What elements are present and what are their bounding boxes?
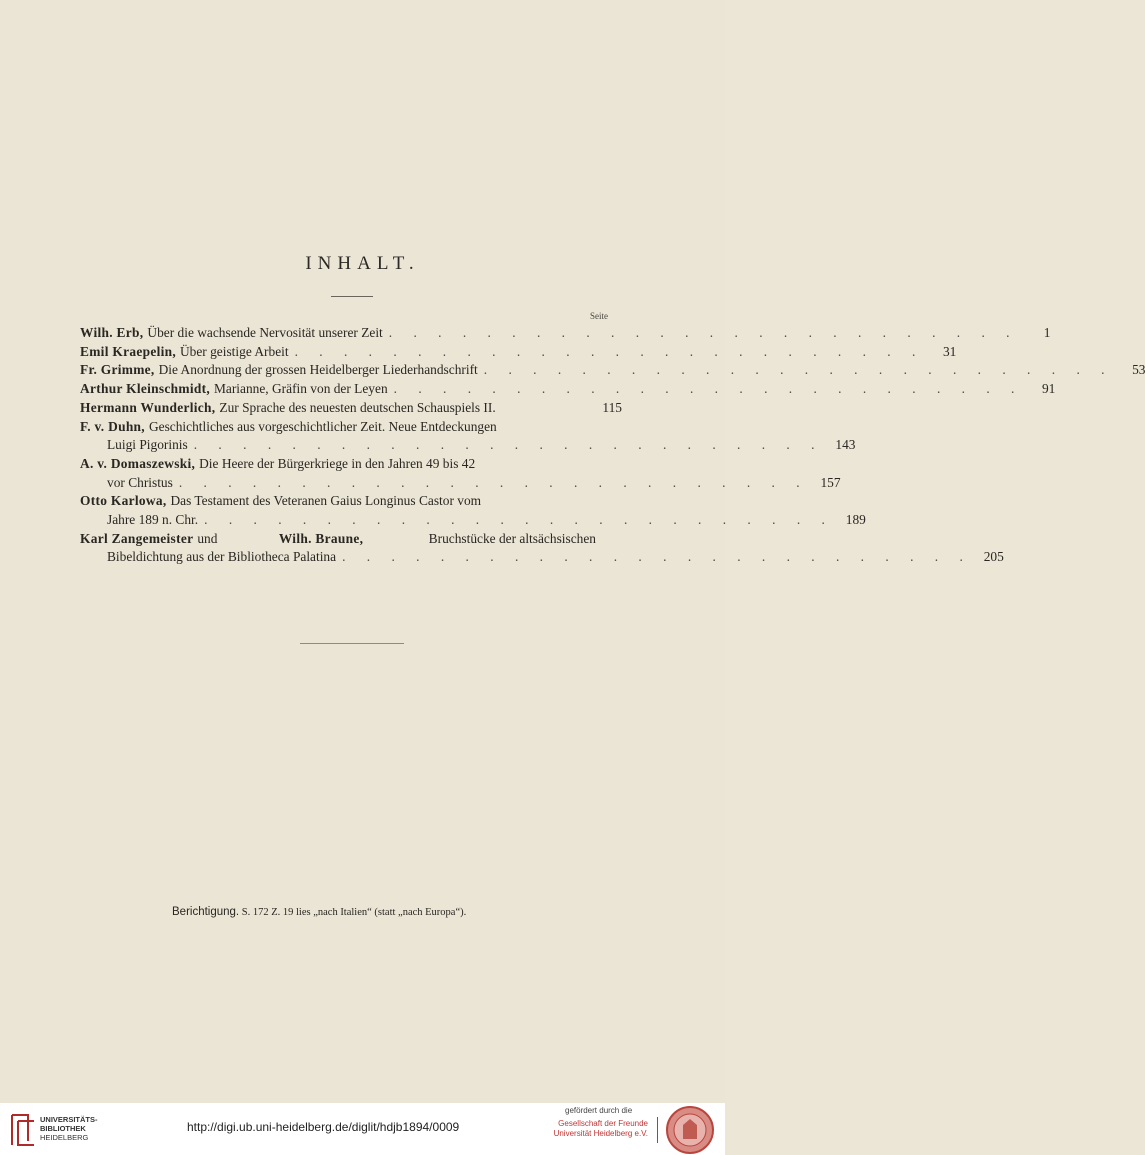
toc-title: Bibeldichtung aus der Bibliotheca Palatina <box>107 549 337 565</box>
toc-page-number: 115 <box>602 399 622 415</box>
toc-page-number: 157 <box>820 474 841 490</box>
toc-page-number: 205 <box>983 549 1004 565</box>
toc-joiner: und <box>197 530 218 546</box>
digitization-footer <box>0 1103 725 1155</box>
funded-by-label: gefördert durch die <box>565 1106 633 1115</box>
errata-note <box>172 906 466 918</box>
university-seal-icon <box>665 1105 715 1155</box>
toc-entry <box>80 399 622 418</box>
page-heading: INHALT. <box>305 253 420 274</box>
toc-entry <box>80 361 1145 380</box>
leader-dots: . . . . . . . . . . . . . . . . . . . . . . . . . . <box>204 512 834 528</box>
errata-label: Berichtigung. <box>172 906 240 918</box>
toc-title: Marianne, Gräfin von der Leyen <box>214 381 388 397</box>
toc-line <box>80 380 1056 399</box>
toc-line <box>80 474 841 493</box>
toc-entry <box>80 530 1004 567</box>
toc-line <box>80 361 1145 380</box>
toc-line <box>80 492 622 511</box>
toc-line <box>80 399 622 418</box>
toc-title <box>197 530 596 549</box>
toc-page-number: 91 <box>1041 381 1056 397</box>
toc-title: Die Anordnung der grossen Heidelberger Liederhandschrift <box>158 362 478 378</box>
permalink-url[interactable]: http://digi.ub.uni-heidelberg.de/diglit/hdjb1894/0009 <box>187 1120 460 1134</box>
page-column-label: Seite <box>590 311 608 321</box>
toc-entry <box>80 343 957 362</box>
errata-text: S. 172 Z. 19 lies „nach Italien“ (statt „nach Europa“). <box>241 907 467 918</box>
leader-dots: . . . . . . . . . . . . . . . . . . . . . . . . . . <box>393 381 1024 397</box>
sponsor-name <box>548 1119 648 1139</box>
toc-entry <box>80 455 841 492</box>
toc-line <box>80 548 1004 567</box>
leader-dots: . . . . . . . . . . . . . . . . . . . . . . . . . . <box>294 343 925 359</box>
toc-author: Karl Zangemeister <box>80 530 194 546</box>
leader-dots: . . . . . . . . . . . . . . . . . . . . . . . . . . <box>342 549 972 565</box>
toc-entry <box>80 324 1051 343</box>
section-rule <box>300 643 404 644</box>
toc-author: Fr. Grimme, <box>80 362 155 378</box>
toc-author: Emil Kraepelin, <box>80 343 176 359</box>
sponsor-line: Gesellschaft der Freunde <box>558 1119 648 1128</box>
toc-title: Die Heere der Bürgerkriege in den Jahren 49 bis 42 <box>199 455 476 471</box>
toc-entry <box>80 380 1056 399</box>
toc-title: Bruchstücke der altsächsischen <box>428 530 596 546</box>
toc-title: Über geistige Arbeit <box>180 343 289 359</box>
toc-line <box>80 324 1051 343</box>
toc-title: Luigi Pigorinis <box>107 437 188 453</box>
leader-dots: . . . . . . . . . . . . . . . . . . . . . . . . . . <box>388 325 1019 340</box>
toc-title: vor Christus <box>107 474 173 490</box>
library-logo-icon <box>8 1111 36 1147</box>
toc-page-number: 189 <box>845 512 866 528</box>
library-logo-text <box>40 1115 98 1142</box>
toc-page-number: 31 <box>942 343 957 359</box>
toc-author: Wilh. Braune, <box>278 530 364 546</box>
toc-page-number: 143 <box>835 437 856 453</box>
toc-line <box>80 418 622 437</box>
toc-page-number: 53 <box>1132 362 1145 378</box>
sponsor-divider <box>657 1117 658 1143</box>
sponsor-line: Universität Heidelberg e.V. <box>553 1129 648 1138</box>
toc-line <box>80 343 957 362</box>
toc-author: Arthur Kleinschmidt, <box>80 381 210 397</box>
leader-dots: . . . . . . . . . . . . . . . . . . . . . . . . . . <box>193 437 824 453</box>
heading-rule <box>331 296 373 297</box>
toc-title: Geschichtliches aus vorgeschichtlicher Zeit. Neue Entdeckungen <box>148 418 497 434</box>
toc-title: Zur Sprache des neuesten deutschen Schauspiels II. <box>219 399 496 415</box>
toc-line <box>80 455 622 474</box>
logo-line: BIBLIOTHEK <box>40 1124 86 1133</box>
toc-line <box>80 436 856 455</box>
toc-author: Otto Karlowa, <box>80 493 167 509</box>
toc-author: A. v. Domaszewski, <box>80 455 196 471</box>
toc-title: Das Testament des Veteranen Gaius Longinus Castor vom <box>170 493 482 509</box>
toc-entry <box>80 418 856 455</box>
table-of-contents <box>80 324 1145 567</box>
toc-author: F. v. Duhn, <box>80 418 145 434</box>
logo-line: HEIDELBERG <box>40 1133 89 1142</box>
toc-line <box>80 511 866 530</box>
toc-title: Jahre 189 n. Chr. <box>107 512 199 528</box>
toc-title: Über die wachsende Nervosität unserer Zeit <box>147 325 383 340</box>
toc-line <box>80 530 622 549</box>
toc-author: Hermann Wunderlich, <box>80 399 216 415</box>
leader-dots: . . . . . . . . . . . . . . . . . . . . . . . . . . <box>178 474 809 490</box>
toc-page-number: 1 <box>1043 325 1051 340</box>
toc-author: Wilh. Erb, <box>80 325 144 340</box>
toc-entry <box>80 492 866 529</box>
leader-dots: . . . . . . . . . . . . . . . . . . . . . . . . . . <box>483 362 1114 378</box>
logo-line: UNIVERSITÄTS- <box>40 1115 98 1124</box>
